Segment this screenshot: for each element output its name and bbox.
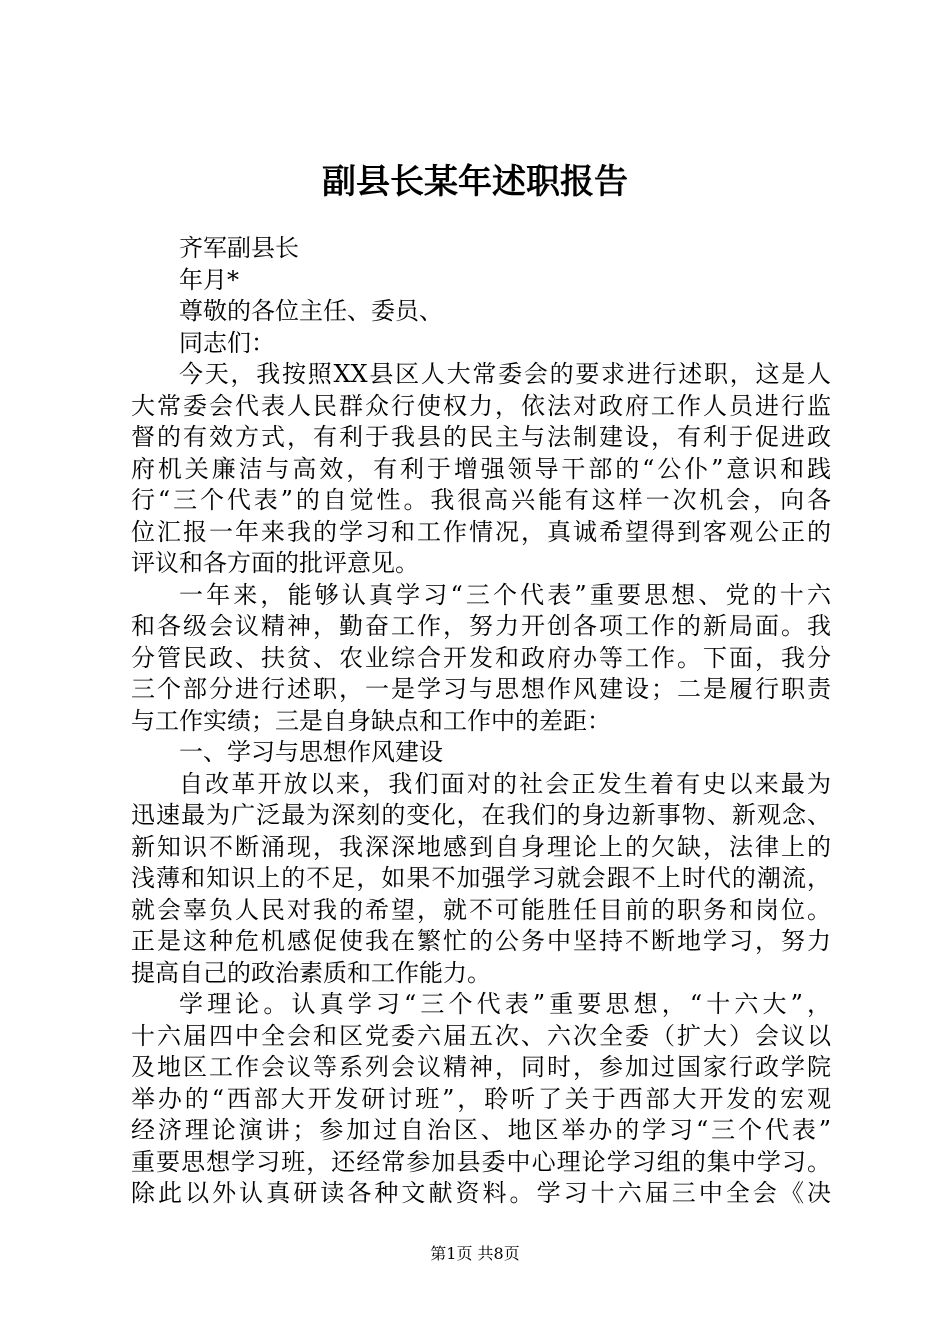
text-line: 举办的“西部大开发研讨班”，聆听了关于西部大开发的宏观	[131, 1084, 831, 1113]
text-line: 经济理论演讲；参加过自治区、地区举办的学习“三个代表”	[131, 1116, 831, 1144]
text-line: 及地区工作会议等系列会议精神，同时，参加过国家行政学院	[131, 1053, 831, 1081]
text-line: 十六届四中全会和区党委六届五次、六次全委（扩大）会议以	[131, 1021, 831, 1050]
text-line: 和各级会议精神，勤奋工作，努力开创各项工作的新局面。我	[131, 612, 831, 640]
text-line: 正是这种危机感促使我在繁忙的公务中坚持不断地学习，努力	[131, 927, 831, 955]
text-line: 与工作实绩；三是自身缺点和工作中的差距：	[131, 706, 611, 735]
document-title: 副县长某年述职报告	[322, 162, 628, 202]
text-line: 新知识不断涌现，我深深地感到自身理论上的欠缺，法律上的	[131, 832, 831, 861]
text-line: 评议和各方面的批评意见。	[131, 549, 419, 577]
text-line: 齐军副县长	[179, 234, 299, 262]
text-line: 浅薄和知识上的不足，如果不加强学习就会跟不上时代的潮流，	[131, 864, 831, 892]
text-line: 自改革开放以来，我们面对的社会正发生着有史以来最为	[179, 769, 831, 798]
text-line: 分管民政、扶贫、农业综合开发和政府办等工作。下面，我分	[131, 643, 831, 672]
text-line: 就会辜负人民对我的希望，就不可能胜任目前的职务和岗位。	[131, 895, 831, 924]
text-line: 今天，我按照XX县区人大常委会的要求进行述职，这是人	[179, 360, 831, 388]
text-line: 提高自己的政治素质和工作能力。	[131, 958, 491, 987]
document-body	[131, 233, 831, 1210]
text-line: 同志们：	[179, 328, 275, 357]
text-line: 迅速最为广泛最为深刻的变化，在我们的身边新事物、新观念、	[131, 801, 831, 829]
text-line: 学理论。认真学习“三个代表”重要思想，“十六大”，	[179, 990, 831, 1018]
text-line: 年月*	[179, 265, 239, 294]
text-line: 除此以外认真研读各种文献资料。学习十六届三中全会《决	[131, 1179, 831, 1207]
text-line: 尊敬的各位主任、委员、	[179, 297, 443, 325]
text-line: 大常委会代表人民群众行使权力，依法对政府工作人员进行监	[131, 391, 831, 420]
text-line: 一年来，能够认真学习“三个代表”重要思想、党的十六	[179, 580, 831, 609]
text-line: 重要思想学习班，还经常参加县委中心理论学习组的集中学习。	[131, 1147, 831, 1176]
text-line: 督的有效方式，有利于我县的民主与法制建设，有利于促进政	[131, 423, 831, 451]
text-line: 位汇报一年来我的学习和工作情况，真诚希望得到客观公正的	[131, 517, 831, 546]
page-footer: 第1页 共8页	[430, 1244, 520, 1263]
text-line: 府机关廉洁与高效，有利于增强领导干部的“公仆”意识和践	[131, 454, 831, 483]
text-line: 一、学习与思想作风建设	[179, 738, 443, 766]
text-line: 三个部分进行述职，一是学习与思想作风建设；二是履行职责	[131, 675, 831, 703]
text-line: 行“三个代表”的自觉性。我很高兴能有这样一次机会，向各	[131, 486, 831, 514]
